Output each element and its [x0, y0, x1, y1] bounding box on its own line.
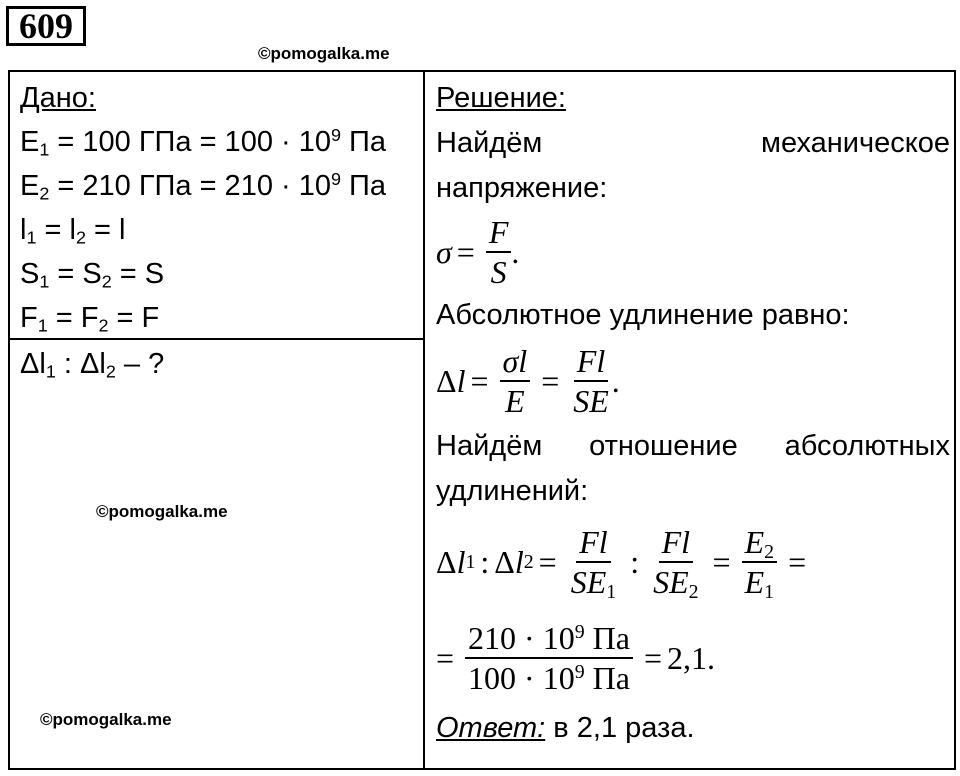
find-section: $\Delta l_1$ : $\Delta l_2$ – ? — [20, 348, 165, 382]
solution-text-3b: удлинений: — [436, 475, 589, 507]
given-s: $S_1 = S_2 = S$ — [20, 258, 165, 292]
given-l: $l_1 = l_2 = l$ — [20, 214, 126, 248]
solution-section — [436, 76, 950, 751]
given-header: Дано: — [20, 82, 96, 114]
solution-text-1b: напряжение: — [436, 172, 608, 204]
given-section — [20, 76, 416, 340]
given-e2: $E_2 = 210$ ГПа = $210 \cdot 10^9$ Па — [20, 169, 387, 204]
solution-table — [8, 70, 956, 770]
given-e1: $E_1 = 100$ ГПа = $100 \cdot 10^9$ Па — [20, 125, 387, 160]
formula-stress: σ = $\frac{F}{S}$ . — [436, 214, 520, 290]
watermark-middle: ©pomogalka.me — [96, 502, 228, 521]
solution-text-2: Абсолютное удлинение равно: — [436, 299, 850, 331]
solution-text-3: Найдём отношение абсолютных — [436, 430, 950, 462]
formula-ratio: Δ l 1 : Δ l 2 = $\frac{Fl}{SE_1}$ : $\frac{Fl}{SE_2}$ = $\frac{E_2}{E_1}$ = — [436, 524, 807, 603]
column-divider — [423, 72, 425, 768]
formula-result: = $\frac{210 \cdot 10^9 Па}{100 \cdot 10^9 Па}$ = 2,1. — [436, 620, 715, 696]
problem-number: 609 — [6, 6, 86, 46]
watermark-bottom: ©pomogalka.me — [40, 710, 172, 729]
answer-text: в 2,1 раза. — [545, 712, 695, 744]
answer-label: Ответ: — [436, 712, 546, 744]
given-f: $F_1 = F_2 = F$ — [20, 302, 160, 336]
answer-line — [436, 706, 950, 751]
formula-elongation: Δ l = $\frac{\sigma l}{E}$ = $\frac{Fl}{SE}$ . — [436, 343, 620, 419]
solution-text-1: Найдём механическое — [436, 127, 950, 159]
watermark-top: ©pomogalka.me — [258, 44, 390, 63]
solution-header: Решение: — [436, 82, 566, 114]
